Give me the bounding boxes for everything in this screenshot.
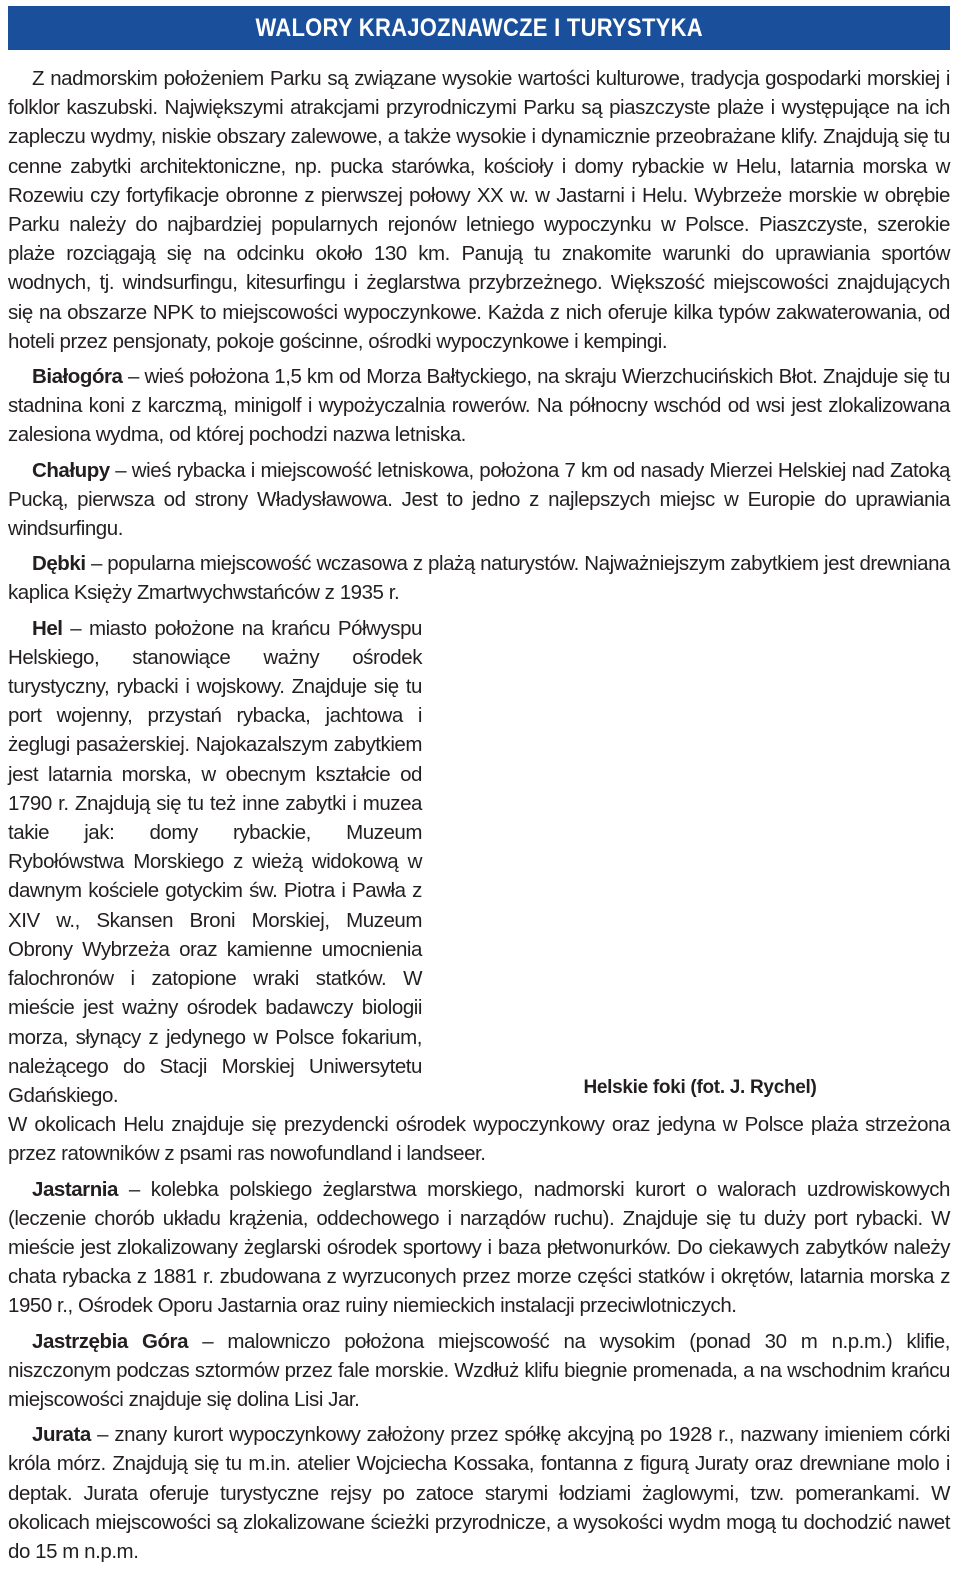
seal-photo	[450, 690, 950, 1110]
article-body	[8, 64, 950, 1572]
entry-jastrzebia-gora	[8, 1327, 950, 1415]
entry-name: Dębki	[32, 552, 86, 576]
entry-text: – miasto położone na krańcu Półwyspu Helskiego, stanowiące ważny ośrodek turystyczny, rybacki i wojskowy. Znajduje się tu port wojenny, przystań rybacka, jachtowa i żeglugi pasażerskiej. Najokazalszym zabytkiem jest latarnia morska, w obecnym kształcie od 1790 r. Znajdują się tu też inne zabytki i muzea takie jak: domy rybackie, Muzeum Rybołówstwa Morskiego z wieżą widokową w dawnym kościele gotyckim św. Piotra i Pawła z XIV w., Skansen Broni Morskiej, Muzeum Obrony Wybrzeża oraz kamienne umocnienia falochronów i zatopione wraki statków. W mieście jest ważny ośrodek badawczy biologii morza, słynący z jedynego w Polsce fokarium, należącego do Stacji Morskiej Uniwersytetu Gdańskiego.	[8, 616, 422, 1107]
entry-hel	[8, 614, 422, 1110]
entry-name: Białogóra	[32, 365, 123, 389]
entry-text: – znany kurort wypoczynkowy założony przez spółkę akcyjną po 1928 r., nazwany imieniem córki króla mórz. Znajdują się tu m.in. atelier Wojciecha Kossaka, fontanna z figurą Juraty oraz drewniane molo i deptak. Jurata oferuje turystyczne rejsy po zatoce starymi łodziami żaglowymi, tzw. pomerankami. W okolicach miejscowości są zlokalizowane ścieżki przyrodnicze, a wysokości wydm mogą tu dochodzić nawet do 15 m n.p.m.	[8, 1423, 950, 1563]
section-title: WALORY KRAJOZNAWCZE I TURYSTYKA	[255, 13, 703, 42]
entry-name: Jastrzębia Góra	[32, 1329, 189, 1353]
entry-text: – wieś rybacka i miejscowość letniskowa, położona 7 km od nasady Mierzei Helskiej nad Zatoką Pucką, pierwsza od strony Władysławowa. Jest to jedno z najlepszych miejsc w Europie do uprawiania windsurfingu.	[8, 458, 950, 541]
entry-text: – popularna miejscowość wczasowa z plażą naturystów. Najważniejszym zabytkiem jest drewniana kaplica Księży Zmartwychwstańców z 1935 r.	[8, 552, 950, 605]
intro-paragraph: Z nadmorskim położeniem Parku są związane wysokie wartości kulturowe, tradycja gospodarki morskiej i folklor kaszubski. Największymi atrakcjami przyrodniczymi Parku są piaszczyste plaże i występujące na ich zapleczu wydmy, niskie obszary zalewowe, a także wysokie i dynamicznie przeobrażane klify. Znajdują się tu cenne zabytki architektoniczne, np. pucka starówka, kościoły i domy rybackie w Helu, latarnia morska w Rozewiu czy fortyfikacje obronne z pierwszej połowy XX w. w Jastarni i Helu. Wybrzeże morskie w obrębie Parku należy do najbardziej popularnych rejonów letniego wypoczynku w Polsce. Piaszczyste, szerokie plaże rozciągają się na odcinku około 130 km. Panują tu znakomite warunki do uprawiania sportów wodnych, tj. windsurfingu, kitesurfingu i żeglarstwa przybrzeżnego. Większość miejscowości znajdujących się na obszarze NPK to miejscowości wypoczynkowe. Każda z nich oferuje kilka typów zakwaterowania, od hoteli przez pensjonaty, pokoje gościnne, ośrodki wypoczynkowe i kempingi.	[8, 67, 950, 353]
photo-caption: Helskie foki (fot. J. Rychel)	[583, 1076, 817, 1098]
entry-name: Jurata	[32, 1423, 91, 1447]
entry-name: Jastarnia	[32, 1177, 118, 1201]
entry-name: Hel	[32, 616, 63, 640]
entry-chalupy	[8, 456, 950, 544]
entry-text: – malowniczo położona miejscowość na wysokim (ponad 30 m n.p.m.) klifie, niszczonym podczas sztormów przez fale morskie. Wzdłuż klifu biegnie promenada, a na wschodnim krańcu miejscowości znajduje się dolina Lisi Jar.	[8, 1329, 950, 1411]
entry-hel-continuation: W okolicach Helu znajduje się prezydencki ośrodek wypoczynkowy oraz jedyna w Polsce plaża strzeżona przez ratowników z psami ras nowofundland i landseer.	[8, 1113, 950, 1166]
entry-hel-column	[8, 614, 422, 1110]
entry-hel-block	[8, 614, 950, 1110]
entry-text: – kolebka polskiego żeglarstwa morskiego, nadmorski kurort o walorach uzdrowiskowych (leczenie chorób układu krążenia, oddechowego i narządów ruchu). Znajduje się tu duży port rybacki. W mieście jest zlokalizowany żeglarski ośrodek sportowy i baza płetwonurków. Do ciekawych zabytków należy chata rybacka z 1881 r. zbudowana z wyrzuconych przez morze części statków i okrętów, latarnia morska z 1950 r., Ośrodek Oporu Jastarnia oraz ruiny niemieckich instalacji przeciwlotniczych.	[8, 1177, 950, 1318]
entry-text: – wieś położona 1,5 km od Morza Bałtyckiego, na skraju Wierzchucińskich Błot. Znajduje się tu stadnina koni z karczmą, minigolf i wypożyczalnia rowerów. Na północny wschód od wsi jest zlokalizowana zalesiona wydma, od której pochodzi nazwa letniska.	[8, 365, 950, 447]
entry-jurata	[8, 1420, 950, 1566]
entry-debki	[8, 549, 950, 607]
entry-bialogora	[8, 362, 950, 450]
entry-name: Chałupy	[32, 458, 110, 482]
section-header-bar	[8, 6, 950, 50]
entry-jastarnia	[8, 1175, 950, 1321]
